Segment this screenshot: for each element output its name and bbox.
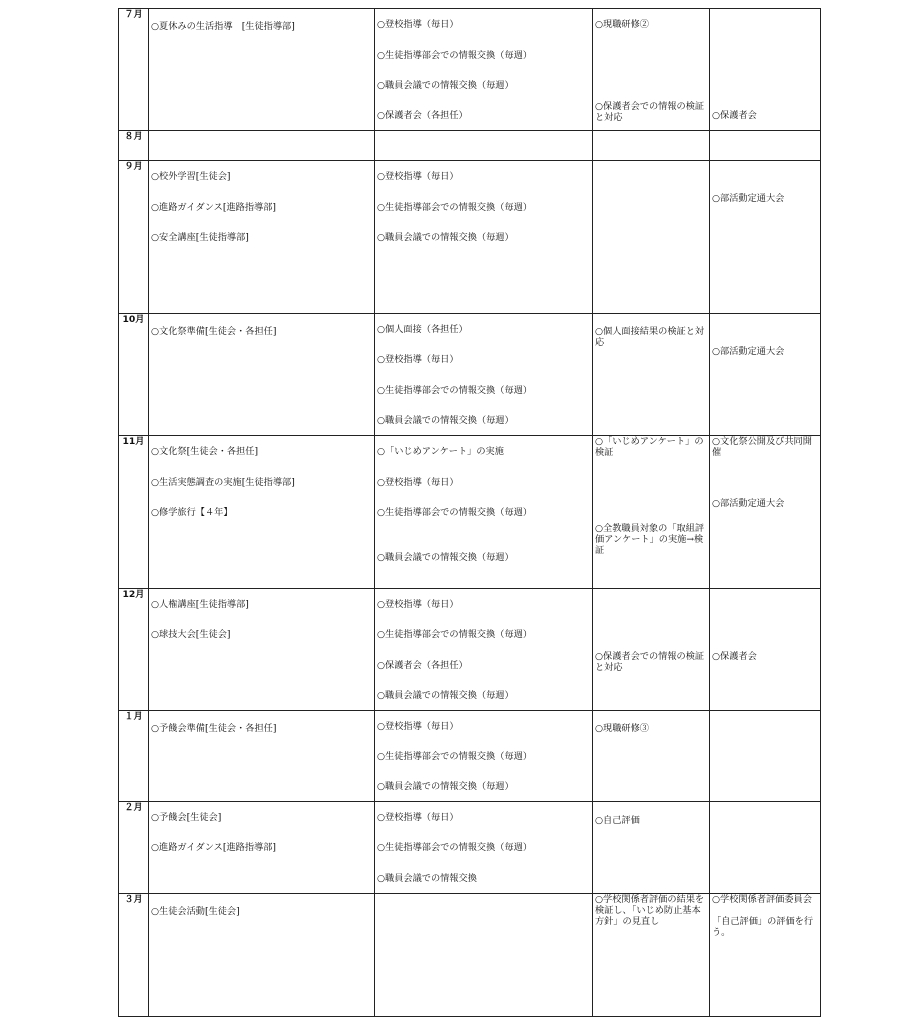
school-cell (593, 161, 710, 314)
list-item: ○職員会議での情報交換（毎週） (377, 80, 514, 91)
list-item: ○登校指導（毎日） (377, 812, 459, 823)
school-cell (593, 131, 710, 161)
list-item: ○登校指導（毎日） (377, 477, 459, 488)
activities-cell (149, 802, 375, 894)
list-item: ○保護者会（各担任） (377, 110, 468, 121)
month-cell: 11月 (119, 436, 149, 589)
list-item: ○登校指導（毎日） (377, 721, 459, 732)
table-row (119, 131, 821, 161)
list-item: ○保護者会 (712, 651, 757, 662)
external-cell (710, 314, 821, 436)
external-cell (710, 131, 821, 161)
list-item: ○部活動定通大会 (712, 193, 785, 204)
list-item: ○学校関係者評価の結果を検証し、「いじめ防止基本方針」の見直し (595, 894, 705, 927)
list-item: ○「いじめアンケート」の検証 (595, 436, 704, 458)
list-item: ○部活動定通大会 (712, 346, 785, 357)
weekly-cell (375, 589, 593, 711)
list-item: ○予餞会[生徒会] (151, 812, 222, 823)
table-row (119, 894, 821, 1017)
list-item: ○部活動定通大会 (712, 498, 785, 509)
list-item: ○生徒指導部会での情報交換（毎週） (377, 202, 533, 213)
list-item: ○生徒指導部会での情報交換（毎週） (377, 507, 533, 518)
table-row (119, 314, 821, 436)
external-cell (710, 894, 821, 1017)
list-item: ○自己評価 (595, 815, 640, 826)
month-cell: ３月 (119, 894, 149, 1017)
list-item: ○学校関係者評価委員会 (712, 894, 812, 905)
month-cell: ９月 (119, 161, 149, 314)
list-item: ○全教職員対象の「取組評価アンケート」の実施→検証 (595, 523, 705, 556)
list-item: ○登校指導（毎日） (377, 354, 459, 365)
list-item: ○保護者会での情報の検証と対応 (595, 101, 705, 123)
list-item: ○生徒指導部会での情報交換（毎週） (377, 842, 533, 853)
list-item: ○登校指導（毎日） (377, 599, 459, 610)
weekly-cell (375, 894, 593, 1017)
month-cell: ８月 (119, 131, 149, 161)
list-item: ○個人面接（各担任） (377, 324, 468, 335)
list-item: ○職員会議での情報交換（毎週） (377, 690, 514, 701)
school-cell (593, 894, 710, 1017)
activities-cell (149, 9, 375, 131)
school-cell (593, 802, 710, 894)
list-item: ○修学旅行【４年】 (151, 507, 233, 518)
month-cell: 10月 (119, 314, 149, 436)
list-item: ○進路ガイダンス[進路指導部] (151, 202, 276, 213)
list-item: ○人権講座[生徒指導部] (151, 599, 249, 610)
activities-cell (149, 894, 375, 1017)
external-cell (710, 802, 821, 894)
table-row (119, 802, 821, 894)
month-cell: ２月 (119, 802, 149, 894)
activities-cell (149, 436, 375, 589)
list-item: ○生徒指導部会での情報交換（毎週） (377, 385, 533, 396)
list-item: ○生活実態調査の実施[生徒指導部] (151, 477, 295, 488)
month-cell: ７月 (119, 9, 149, 131)
list-item: ○登校指導（毎日） (377, 171, 459, 182)
list-item: ○文化祭準備[生徒会・各担任] (151, 326, 277, 337)
activities-cell (149, 161, 375, 314)
external-cell (710, 161, 821, 314)
external-cell (710, 589, 821, 711)
table-row (119, 711, 821, 802)
list-item: ○職員会議での情報交換（毎週） (377, 232, 514, 243)
list-item: ○進路ガイダンス[進路指導部] (151, 842, 276, 853)
school-cell (593, 9, 710, 131)
activities-cell (149, 131, 375, 161)
list-item: ○現職研修③ (595, 723, 649, 734)
activities-cell (149, 711, 375, 802)
list-item: ○保護者会（各担任） (377, 660, 468, 671)
list-item: ○保護者会での情報の検証と対応 (595, 651, 705, 673)
weekly-cell (375, 9, 593, 131)
list-item: ○安全講座[生徒指導部] (151, 232, 249, 243)
list-item: ○生徒指導部会での情報交換（毎週） (377, 751, 533, 762)
list-item: ○個人面接結果の検証と対応 (595, 326, 705, 348)
activities-cell (149, 589, 375, 711)
list-item: ○文化祭公開及び共同開催 (712, 436, 812, 458)
list-item: ○生徒指導部会での情報交換（毎週） (377, 629, 533, 640)
list-item: ○予餞会準備[生徒会・各担任] (151, 723, 277, 734)
list-item: ○職員会議での情報交換 (377, 873, 477, 884)
weekly-cell (375, 436, 593, 589)
weekly-cell (375, 802, 593, 894)
list-item: ○保護者会 (712, 110, 757, 121)
list-item: ○生徒指導部会での情報交換（毎週） (377, 50, 533, 61)
school-cell (593, 436, 710, 589)
month-cell: 12月 (119, 589, 149, 711)
list-item: ○職員会議での情報交換（毎週） (377, 552, 514, 563)
list-item: ○生徒会活動[生徒会] (151, 906, 240, 917)
school-cell (593, 314, 710, 436)
external-cell (710, 9, 821, 131)
table-row (119, 161, 821, 314)
list-item: ○職員会議での情報交換（毎週） (377, 415, 514, 426)
table-row (119, 9, 821, 131)
month-cell: １月 (119, 711, 149, 802)
list-item: ○球技大会[生徒会] (151, 629, 231, 640)
list-item: 「自己評価」の評価を行う。 (712, 916, 814, 938)
list-item: ○文化祭[生徒会・各担任] (151, 446, 259, 457)
school-cell (593, 711, 710, 802)
external-cell (710, 436, 821, 589)
weekly-cell (375, 161, 593, 314)
list-item: ○職員会議での情報交換（毎週） (377, 781, 514, 792)
weekly-cell (375, 711, 593, 802)
weekly-cell (375, 314, 593, 436)
table-row (119, 436, 821, 589)
external-cell (710, 711, 821, 802)
list-item: ○校外学習[生徒会] (151, 171, 231, 182)
list-item: ○「いじめアンケート」の実施 (377, 446, 504, 457)
list-item: ○登校指導（毎日） (377, 19, 459, 30)
list-item: ○現職研修② (595, 19, 649, 30)
monthly-plan-table (118, 8, 821, 1017)
school-cell (593, 589, 710, 711)
activities-cell (149, 314, 375, 436)
list-item: ○夏休みの生活指導 [生徒指導部] (151, 21, 295, 32)
weekly-cell (375, 131, 593, 161)
table-row (119, 589, 821, 711)
